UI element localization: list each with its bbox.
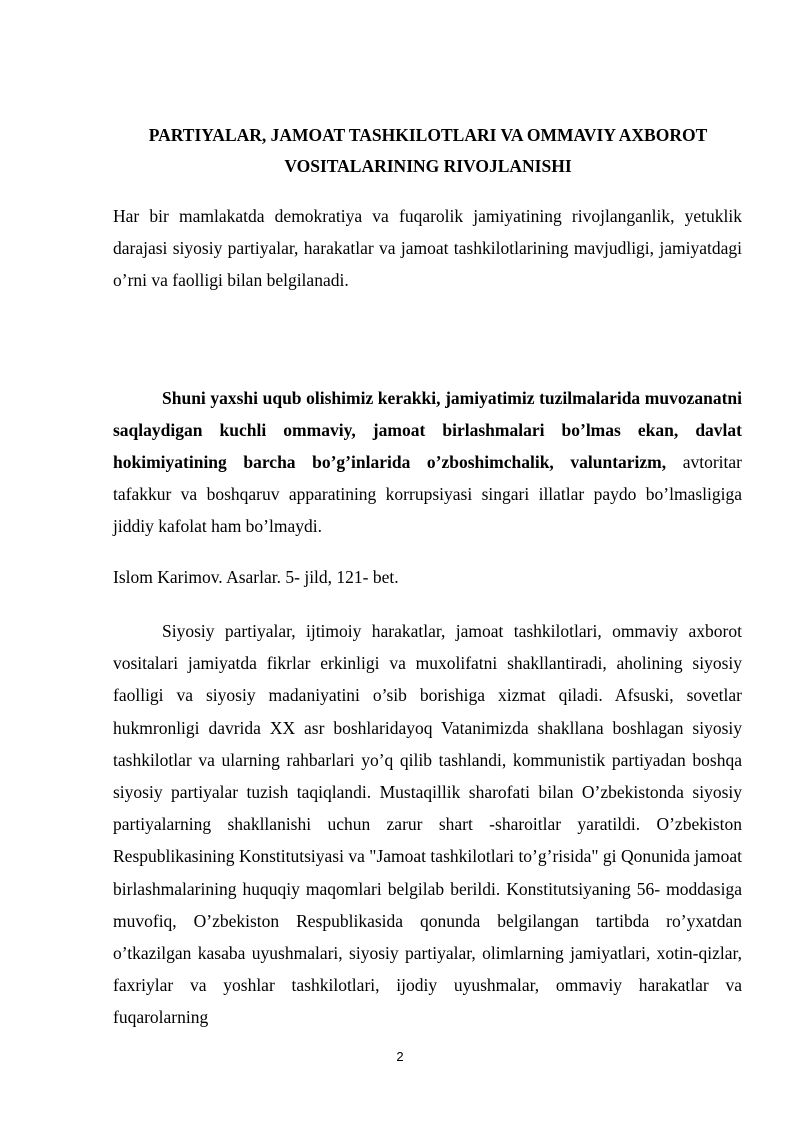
- page-number: 2: [396, 1049, 404, 1064]
- title-line-1: PARTIYALAR, JAMOAT TASHKILOTLARI VA OMMAVIY AXBOROT: [148, 125, 708, 145]
- epigraph-quote: [113, 382, 742, 542]
- page-title: [113, 120, 743, 182]
- epigraph-bold-text: Shuni yaxshi uqub olishimiz kerakki, jamiyatimiz tuzilmalarida muvozanatni saqlaydigan kuchli ommaviy, jamoat birlashmalari bo’lmas ekan, davlat hokimiyatining barcha bo’g’inlarida o’zboshimchalik, valuntarizm,: [113, 388, 742, 472]
- intro-paragraph: Har bir mamlakatda demokratiya va fuqarolik jamiyatining rivojlanganlik, yetuklik darajasi siyosiy partiyalar, harakatlar va jamoat tashkilotlarining mavjudligi, jamiyatdagi o’rni va faolligi bilan belgilanadi.: [113, 206, 742, 290]
- title-line-2: VOSITALARINING RIVOJLANISHI: [284, 156, 572, 176]
- epigraph-source: Islom Karimov. Asarlar. 5- jild, 121- bet.: [113, 567, 399, 587]
- epigraph-regular-text: avtoritar tafakkur va boshqaruv apparatining korrupsiyasi singari illatlar paydo bo’lmasligiga jiddiy kafolat ham bo’lmaydi.: [113, 452, 742, 536]
- body-paragraph: Siyosiy partiyalar, ijtimoiy harakatlar, jamoat tashkilotlari, ommaviy axborot vositalari jamiyatda fikrlar erkinligi va muxolifatni shakllantiradi, aholining siyosiy faolligi va siyosiy madaniyatini o’sib borishiga xizmat qiladi. Afsuski, sovetlar hukmronligi davrida XX asr boshlaridayoq Vatanimizda shakllana boshlagan siyosiy tashkilotlar va ularning rahbarlari yo’q qilib tashlandi, kommunistik partiyadan boshqa siyosiy partiyalar tuzish taqiqlandi. Mustaqillik sharofati bilan O’zbekistonda siyosiy partiyalarning shakllanishi uchun zarur shart -sharoitlar yaratildi. O’zbekiston Respublikasining Konstitutsiyasi va "Jamoat tashkilotlari to’g’risida" gi Qonunida jamoat birlashmalarining huquqiy maqomlari belgilab berildi. Konstitutsiyaning 56- moddasiga muvofiq, O’zbekiston Respublikasida qonunda belgilangan tartibda ro’yxatdan o’tkazilgan kasaba uyushmalari, siyosiy partiyalar, olimlarning jamiyatlari, xotin-qizlar, faxriylar va yoshlar tashkilotlari, ijodiy uyushmalar, ommaviy harakatlar va fuqarolarning: [113, 621, 742, 1028]
